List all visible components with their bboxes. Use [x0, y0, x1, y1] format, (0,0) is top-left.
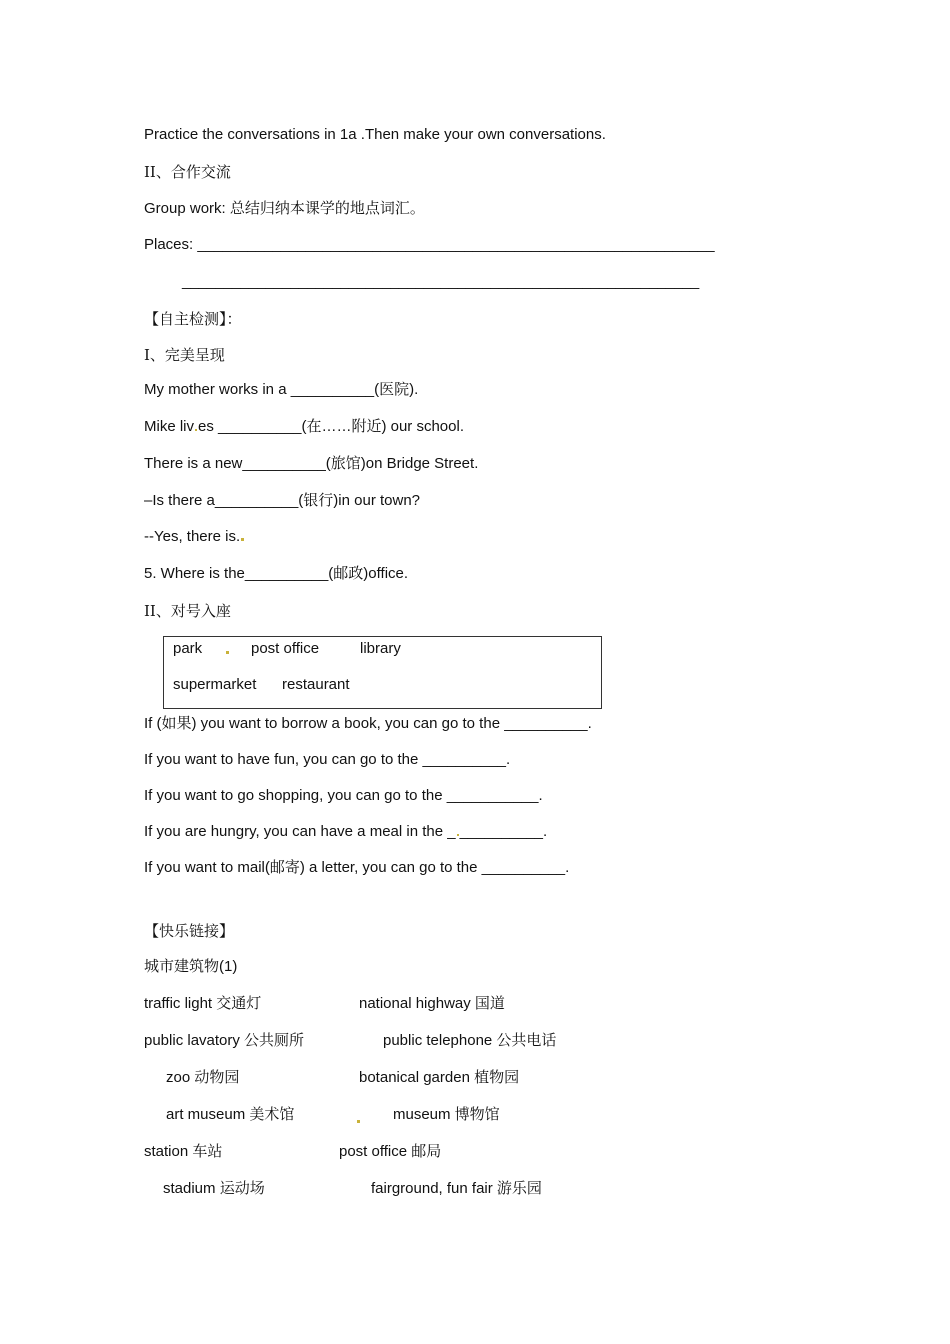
word-supermarket: supermarket — [173, 676, 257, 693]
part2-heading: II、对号入座 — [144, 602, 231, 620]
vocab-right-2: public telephone 公共电话 — [383, 1032, 557, 1049]
practice-instruction: Practice the conversations in 1a .Then make your own conversations. — [144, 126, 606, 143]
vocab-right-6: fairground, fun fair 游乐园 — [371, 1180, 542, 1197]
places-blank-2: ______________________________________________________________ — [182, 273, 700, 290]
vocab-right-1: national highway 国道 — [359, 995, 505, 1012]
vocab-left-5: station 车站 — [144, 1143, 223, 1160]
match-sentence-1a: If (如果) you want to borrow a book — [144, 715, 377, 732]
vocab-left-3: zoo 动物园 — [166, 1069, 240, 1086]
match-sentence-1b: , you can go to the __________. — [376, 715, 592, 732]
match-sentence-4a: If you are hungry, you can have a meal in the _ — [144, 823, 456, 840]
vocab-right-3: botanical garden 植物园 — [359, 1069, 520, 1086]
fill-item-6: 5. Where is the__________(邮政)office. — [144, 565, 409, 582]
word-park: park — [173, 640, 203, 657]
vocab-left-1: traffic light 交通灯 — [144, 995, 262, 1012]
stray-mark — [457, 834, 459, 836]
match-sentence-4 — [144, 822, 547, 842]
places-blank-1: ______________________________________________________________ — [197, 236, 715, 253]
vocab-left-2: public lavatory 公共厕所 — [144, 1032, 305, 1049]
word-library: library — [360, 640, 401, 657]
fill-item-2 — [144, 417, 464, 437]
vocab-right-5: post office 邮局 — [339, 1143, 442, 1160]
fill-item-3: There is a new__________(旅馆)on Bridge Street. — [144, 455, 479, 472]
happy-link-subheading: 城市建筑物(1) — [144, 958, 238, 975]
fill-item-4: –Is there a__________(银行)in our town? — [144, 492, 421, 509]
word-restaurant: restaurant — [282, 676, 350, 693]
fill-item-5-text: --Yes, there is. — [144, 528, 241, 545]
vocab-left-6: stadium 运动场 — [163, 1180, 265, 1197]
word-box — [163, 636, 602, 709]
fill-item-2b: es __________(在……附近) our school. — [198, 418, 464, 435]
fill-item-5 — [144, 527, 245, 547]
stray-mark — [241, 538, 244, 541]
match-sentence-2: If you want to have fun, you can go to the __________. — [144, 751, 511, 768]
match-sentence-4b: __________. — [459, 823, 548, 840]
fill-item-1: My mother works in a __________(医院). — [144, 381, 419, 398]
stray-mark — [357, 1120, 360, 1123]
self-check-heading: 【自主检测】： — [144, 310, 242, 328]
match-sentence-3: If you want to go shopping, you can go to the ___________. — [144, 787, 543, 804]
match-sentence-5: If you want to mail(邮寄) a letter, you can go to the __________. — [144, 859, 570, 876]
happy-link-heading: 【快乐链接】 — [144, 922, 235, 940]
word-post-office: post office — [251, 640, 320, 657]
part1-heading: Ⅰ、完美呈现 — [144, 346, 225, 364]
stray-mark — [195, 429, 197, 431]
places-label: Places: — [144, 236, 198, 253]
places-line-1 — [144, 235, 715, 255]
vocab-left-4: art museum 美术馆 — [166, 1106, 295, 1123]
group-work-text: Group work: 总结归纳本课学的地点词汇。 — [144, 200, 425, 217]
fill-item-2a: Mike liv — [144, 418, 195, 435]
vocab-right-4: museum 博物馆 — [393, 1106, 500, 1123]
match-sentence-1 — [144, 714, 592, 734]
coop-heading: II、合作交流 — [144, 163, 231, 181]
stray-mark — [226, 651, 229, 654]
